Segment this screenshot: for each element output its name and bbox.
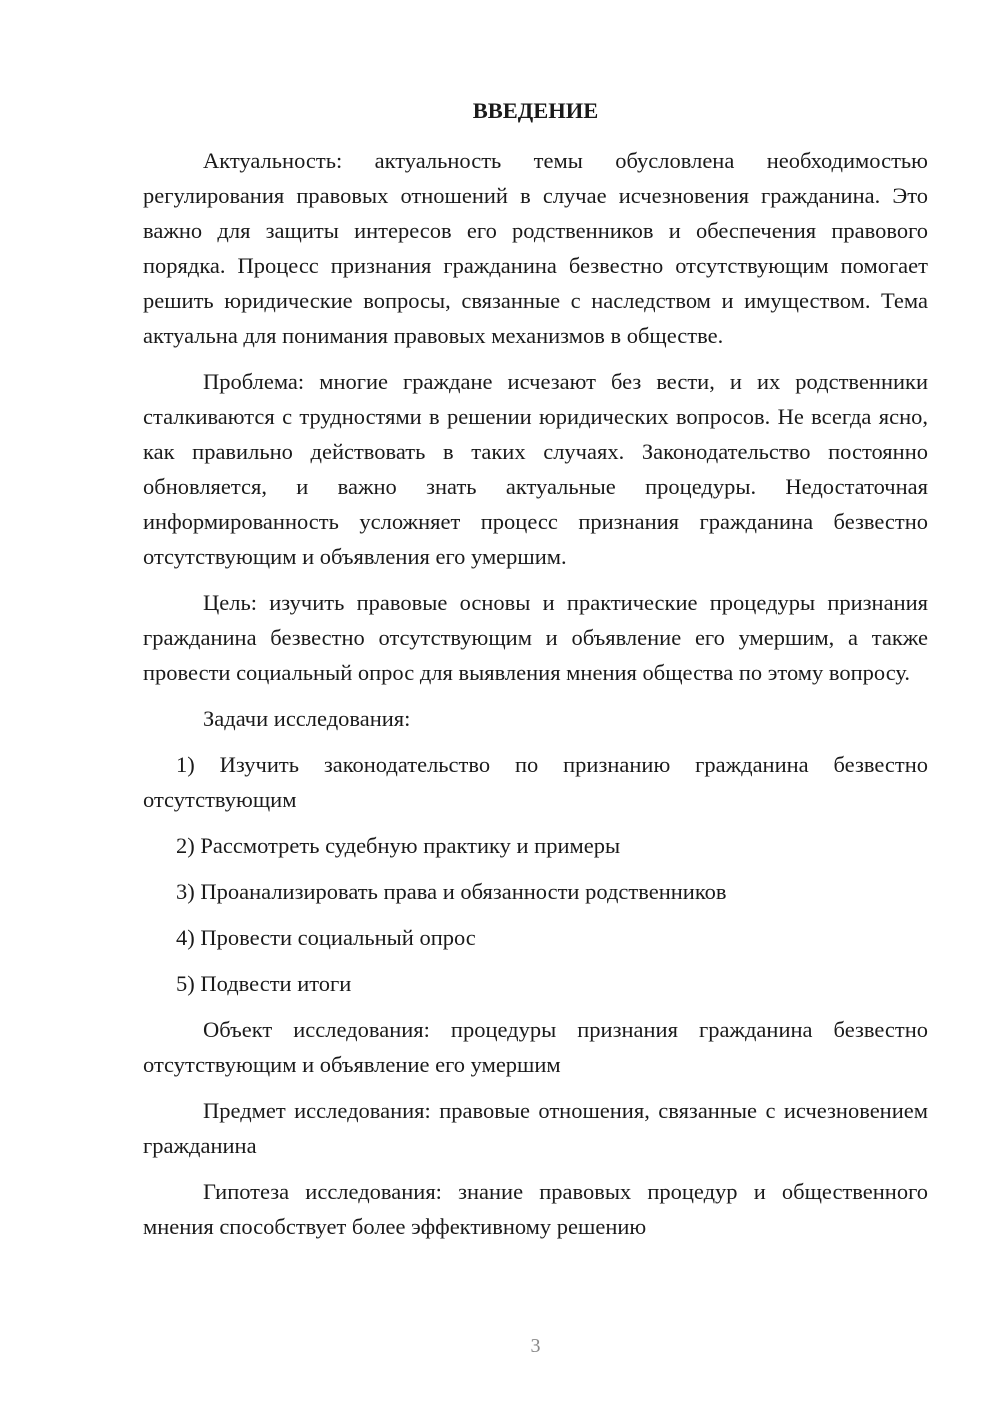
paragraph-goal: Цель: изучить правовые основы и практические процедуры признания гражданина безвестно отсутствующим и объявление его умершим, а также провести социальный опрос для выявления мнения общества по этому вопросу. [143, 590, 928, 685]
paragraph-problem: Проблема: многие граждане исчезают без вести, и их родственники сталкиваются с трудностями в решении юридических вопросов. Не всегда ясно, как правильно действовать в таких случаях. Законодательство постоянно обновляется, и важно знать актуальные процедуры. Недостаточная информированность усложняет процесс признания гражданина безвестно отсутствующим и объявления его умершим. [143, 369, 928, 569]
page-number: 3 [530, 1335, 541, 1357]
paragraph-subject: Предмет исследования: правовые отношения, связанные с исчезновением гражданина [143, 1098, 928, 1158]
task-item: 3) Проанализировать права и обязанности родственников [176, 879, 727, 904]
task-item: 5) Подвести итоги [176, 971, 352, 996]
task-item: 4) Провести социальный опрос [176, 925, 476, 950]
section-title: ВВЕДЕНИЕ [472, 98, 599, 123]
paragraph-object: Объект исследования: процедуры признания гражданина безвестно отсутствующим и объявление его умершим [143, 1017, 928, 1077]
document-body [143, 143, 928, 1255]
paragraph-relevance: Актуальность: актуальность темы обусловлена необходимостью регулирования правовых отношений в случае исчезновения гражданина. Это важно для защиты интересов его родственников и обеспечения правового порядка. Процесс признания гражданина безвестно отсутствующим помогает решить юридические вопросы, связанные с наследством и имуществом. Тема актуальна для понимания правовых механизмов в обществе. [143, 148, 928, 348]
task-item: 2) Рассмотреть судебную практику и примеры [176, 833, 621, 858]
paragraph-tasks-heading: Задачи исследования: [203, 706, 411, 731]
paragraph-hypothesis: Гипотеза исследования: знание правовых процедур и общественного мнения способствует более эффективному решению [143, 1179, 928, 1239]
task-item: 1) Изучить законодательство по признанию гражданина безвестно отсутствующим [143, 752, 928, 812]
